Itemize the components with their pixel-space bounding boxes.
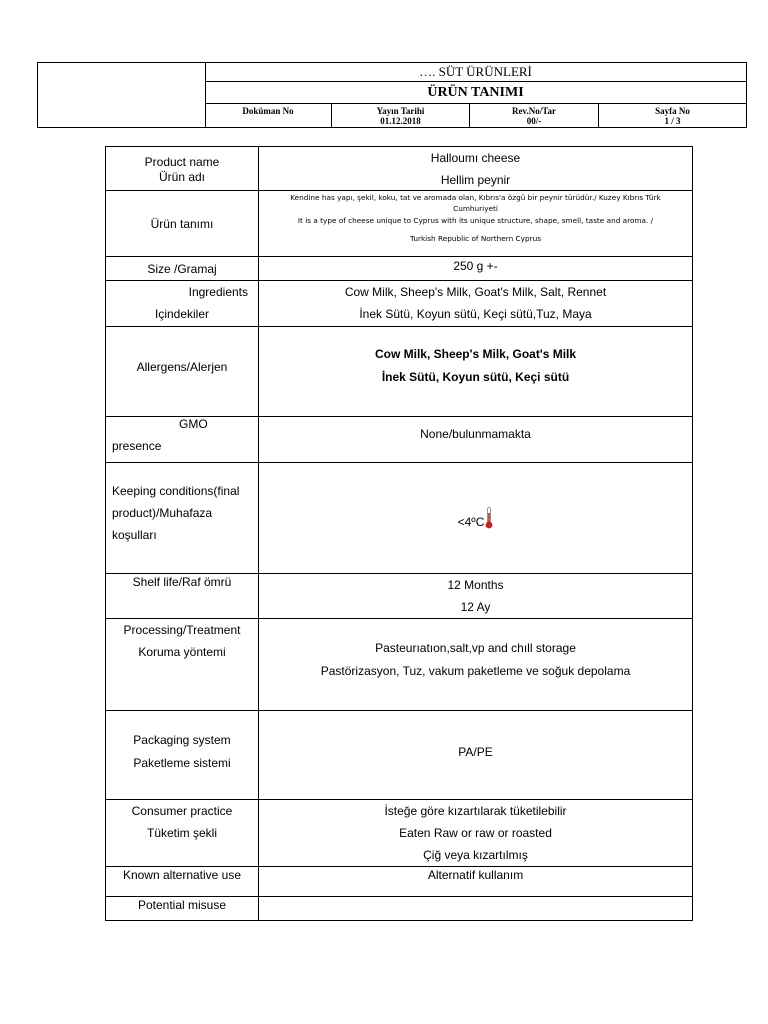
document-header bbox=[37, 62, 747, 128]
meta-label: Sayfa No bbox=[655, 106, 690, 116]
product-name-tr: Hellim peynir bbox=[440, 173, 511, 187]
value-cell bbox=[259, 147, 693, 190]
ingredients-en: Cow Milk, Sheep's Milk, Goat's Milk, Salt, Rennet bbox=[344, 285, 607, 299]
label-cell bbox=[106, 463, 259, 573]
row-gmo bbox=[106, 417, 693, 463]
row-ingredients bbox=[106, 281, 693, 327]
product-name-label-tr: Ürün adı bbox=[158, 170, 206, 184]
label-cell bbox=[106, 800, 259, 866]
company-name: …. SÜT ÜRÜNLERİ bbox=[205, 63, 746, 82]
definition-tr-2: Cumhuriyeti bbox=[453, 204, 498, 213]
row-size bbox=[106, 257, 693, 281]
consumer-label-en: Consumer practice bbox=[131, 804, 233, 818]
label-cell bbox=[106, 867, 259, 896]
row-product-definition bbox=[106, 191, 693, 257]
label-cell bbox=[106, 417, 259, 462]
label-cell bbox=[106, 191, 259, 256]
product-name-en: Halloumı cheese bbox=[430, 151, 521, 165]
alternative-use-value: Alternatif kullanım bbox=[427, 868, 524, 882]
keeping-value: <4ºC bbox=[457, 515, 485, 529]
ingredients-tr: İnek Sütü, Koyun sütü, Keçi sütü,Tuz, Maya bbox=[359, 307, 592, 321]
value-cell bbox=[259, 800, 693, 866]
header-meta-row bbox=[205, 104, 746, 127]
label-cell bbox=[106, 619, 259, 710]
gmo-label-1: GMO bbox=[179, 417, 208, 431]
processing-label-en: Processing/Treatment bbox=[123, 623, 241, 637]
gmo-value: None/bulunmamakta bbox=[420, 427, 531, 441]
shelf-life-en: 12 Months bbox=[447, 578, 504, 592]
label-cell bbox=[106, 897, 259, 920]
value-cell bbox=[259, 281, 693, 326]
definition-tr-1: Kendine has yapı, şekil, koku, tat ve aromada olan, Kıbrıs'a özgü bir peynir türüdür./ Kuzey Kıbrıs Türk bbox=[290, 193, 661, 202]
alternative-use-label: Known alternative use bbox=[122, 868, 242, 882]
label-cell bbox=[106, 281, 259, 326]
meta-label: Yayın Tarihi bbox=[376, 106, 425, 116]
size-value: 250 g +- bbox=[453, 259, 498, 273]
meta-page-no bbox=[599, 104, 746, 127]
consumer-practice-2: Eaten Raw or raw or roasted bbox=[399, 826, 552, 840]
label-cell bbox=[106, 327, 259, 416]
ingredients-label-tr: Içindekiler bbox=[154, 307, 210, 321]
value-cell bbox=[259, 867, 693, 896]
processing-label-tr: Koruma yöntemi bbox=[138, 645, 226, 659]
meta-value: 1 / 3 bbox=[664, 116, 681, 126]
label-cell bbox=[106, 257, 259, 280]
keeping-label-3: koşulları bbox=[112, 528, 157, 542]
meta-value: 01.12.2018 bbox=[380, 116, 421, 126]
gmo-label-2: presence bbox=[112, 439, 162, 453]
keeping-label-2: product)/Muhafaza bbox=[112, 506, 213, 520]
consumer-practice-3: Çiğ veya kızartılmış bbox=[423, 848, 528, 862]
value-cell bbox=[259, 257, 693, 280]
packaging-value: PA/PE bbox=[458, 745, 493, 759]
definition-en-2: Turkish Republic of Northern Cyprus bbox=[409, 234, 541, 243]
packaging-label-en: Packaging system bbox=[133, 733, 231, 747]
packaging-label-tr: Paketleme sistemi bbox=[133, 756, 231, 770]
meta-label: Rev.No/Tar bbox=[512, 106, 556, 116]
definition-en-1: It is a type of cheese unique to Cyprus with its unique structure, shape, smell, taste and aroma. / bbox=[297, 216, 654, 225]
allergens-label: Allergens/Alerjen bbox=[136, 360, 228, 374]
row-consumer-practice bbox=[106, 800, 693, 867]
header-info bbox=[205, 63, 746, 127]
row-shelf-life bbox=[106, 574, 693, 619]
product-name-label-en: Product name bbox=[144, 155, 220, 169]
row-processing bbox=[106, 619, 693, 711]
processing-tr: Pastörizasyon, Tuz, vakum paketleme ve soğuk depolama bbox=[320, 664, 631, 678]
meta-value: 00/- bbox=[526, 116, 542, 126]
shelf-life-label: Shelf life/Raf ömrü bbox=[132, 575, 232, 589]
value-cell bbox=[259, 619, 693, 710]
meta-publish-date bbox=[332, 104, 470, 127]
label-cell bbox=[106, 147, 259, 190]
value-cell bbox=[259, 574, 693, 618]
row-alternative-use bbox=[106, 867, 693, 897]
value-cell bbox=[259, 463, 693, 573]
ingredients-label-en: Ingredients bbox=[188, 285, 248, 299]
row-allergens bbox=[106, 327, 693, 417]
row-keeping-conditions bbox=[106, 463, 693, 574]
consumer-practice-1: İsteğe göre kızartılarak tüketilebilir bbox=[384, 804, 567, 818]
logo-cell bbox=[38, 63, 206, 127]
meta-revision bbox=[470, 104, 599, 127]
meta-document-no bbox=[205, 104, 332, 127]
row-potential-misuse bbox=[106, 897, 693, 921]
row-packaging bbox=[106, 711, 693, 800]
keeping-label-1: Keeping conditions(final bbox=[112, 484, 240, 498]
value-cell bbox=[259, 417, 693, 462]
product-spec-table bbox=[105, 146, 693, 921]
potential-misuse-label: Potential misuse bbox=[137, 898, 227, 912]
meta-label: Doküman No bbox=[242, 106, 294, 116]
value-cell bbox=[259, 191, 693, 256]
label-cell bbox=[106, 574, 259, 618]
value-cell bbox=[259, 711, 693, 799]
size-label: Size /Gramaj bbox=[147, 262, 217, 276]
allergens-tr: İnek Sütü, Koyun sütü, Keçi sütü bbox=[381, 370, 570, 384]
definition-label: Ürün tanımı bbox=[150, 217, 214, 231]
value-cell bbox=[259, 327, 693, 416]
allergens-en: Cow Milk, Sheep's Milk, Goat's Milk bbox=[374, 347, 577, 361]
document-title: ÜRÜN TANIMI bbox=[205, 82, 746, 104]
thermometer-icon bbox=[485, 507, 493, 532]
consumer-label-tr: Tüketim şekli bbox=[146, 826, 217, 840]
row-product-name bbox=[106, 147, 693, 191]
processing-en: Pasteurıatıon,salt,vp and chıll storage bbox=[375, 641, 576, 655]
value-cell bbox=[259, 897, 693, 920]
label-cell bbox=[106, 711, 259, 799]
shelf-life-tr: 12 Ay bbox=[460, 600, 491, 614]
